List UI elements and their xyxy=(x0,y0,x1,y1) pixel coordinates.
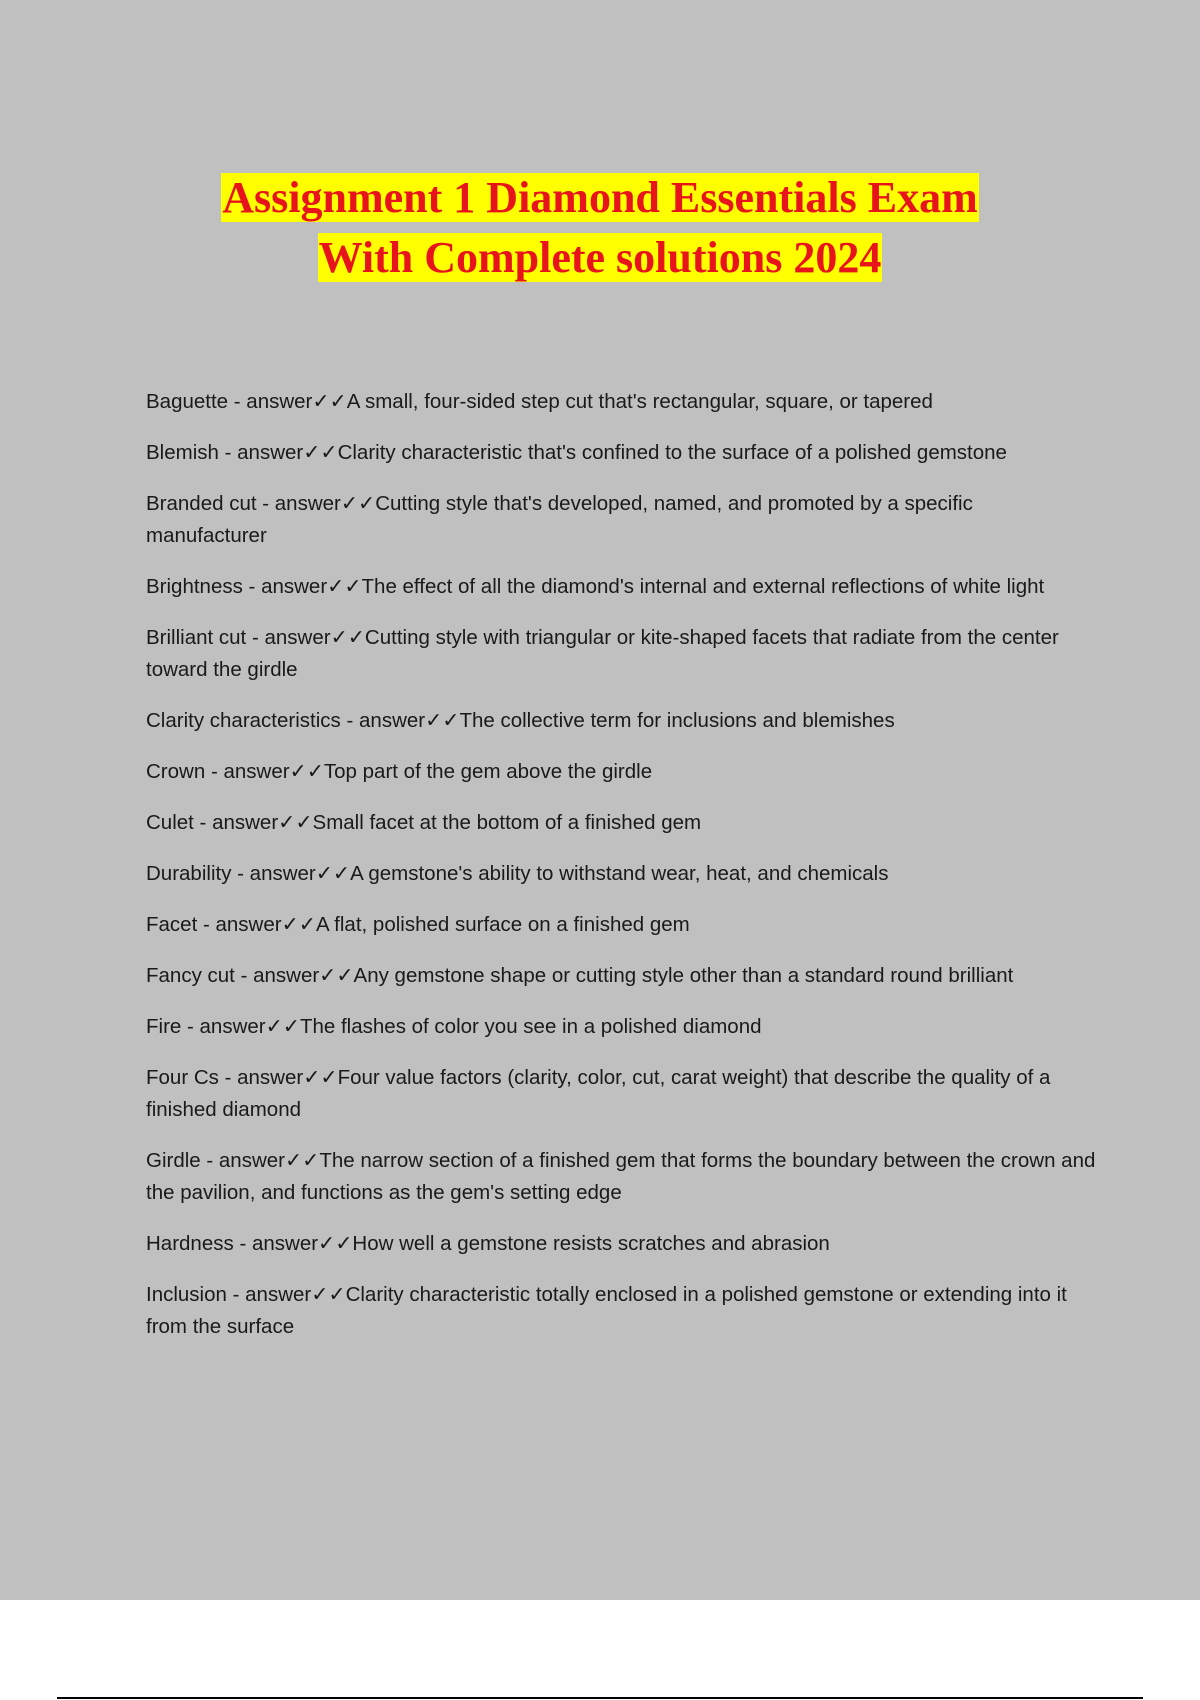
entry-separator: - answer✓✓ xyxy=(242,575,362,598)
entry-separator: - answer✓✓ xyxy=(205,760,324,783)
entry-separator: - answer✓✓ xyxy=(256,492,376,515)
entry-term: Clarity characteristics xyxy=(146,709,341,732)
entry-definition: Cutting style with triangular or kite-shaped facets that radiate from the center toward the girdle xyxy=(146,626,1059,681)
entry-definition: Any gemstone shape or cutting style other than a standard round brilliant xyxy=(353,964,1014,987)
entry-separator: - answer✓✓ xyxy=(234,964,354,987)
glossary-entry xyxy=(146,1011,1096,1043)
entry-definition: The flashes of color you see in a polished diamond xyxy=(299,1015,762,1038)
entry-separator: - answer✓✓ xyxy=(340,709,460,732)
entry-definition: The narrow section of a finished gem that forms the boundary between the crown and the pavilion, and functions as the gem's setting edge xyxy=(146,1149,1096,1204)
entry-term: Brightness xyxy=(146,575,243,598)
entry-separator: - answer✓✓ xyxy=(233,1232,353,1255)
glossary-entry xyxy=(146,705,1096,737)
glossary-entry xyxy=(146,1279,1096,1343)
footer-divider xyxy=(57,1697,1143,1699)
entry-term: Hardness xyxy=(146,1232,234,1255)
entry-definition: A gemstone's ability to withstand wear, heat, and chemicals xyxy=(350,862,889,885)
entry-separator: - answer✓✓ xyxy=(228,390,347,413)
entry-separator: - answer✓✓ xyxy=(181,1015,300,1038)
entry-definition: The collective term for inclusions and blemishes xyxy=(459,709,895,732)
entry-separator: - answer✓✓ xyxy=(218,1066,338,1089)
glossary-entry xyxy=(146,571,1096,603)
glossary-entry xyxy=(146,909,1096,941)
entry-term: Branded cut xyxy=(146,492,257,515)
entry-term: Fancy cut xyxy=(146,964,235,987)
glossary-entry xyxy=(146,858,1096,890)
glossary-entry xyxy=(146,1145,1096,1209)
entry-term: Girdle xyxy=(146,1149,201,1172)
entry-definition: Top part of the gem above the girdle xyxy=(323,760,653,783)
title-line-1: Assignment 1 Diamond Essentials Exam xyxy=(222,173,978,222)
glossary-list xyxy=(146,386,1096,1362)
entry-definition: Small facet at the bottom of a finished gem xyxy=(312,811,702,834)
entry-term: Baguette xyxy=(146,390,229,413)
entry-term: Durability xyxy=(146,862,232,885)
entry-definition: Clarity characteristic that's confined to the surface of a polished gemstone xyxy=(337,441,1007,464)
entry-separator: - answer✓✓ xyxy=(226,1283,346,1306)
entry-separator: - answer✓✓ xyxy=(218,441,338,464)
entry-definition: How well a gemstone resists scratches and abrasion xyxy=(352,1232,830,1255)
entry-term: Blemish xyxy=(146,441,219,464)
glossary-entry xyxy=(146,756,1096,788)
entry-separator: - answer✓✓ xyxy=(200,1149,320,1172)
entry-term: Four Cs xyxy=(146,1066,219,1089)
entry-separator: - answer✓✓ xyxy=(246,626,365,649)
entry-term: Culet xyxy=(146,811,194,834)
entry-term: Inclusion xyxy=(146,1283,227,1306)
glossary-entry xyxy=(146,622,1096,686)
glossary-entry xyxy=(146,437,1096,469)
entry-term: Fire xyxy=(146,1015,182,1038)
entry-separator: - answer✓✓ xyxy=(231,862,351,885)
glossary-entry xyxy=(146,1062,1096,1126)
glossary-entry xyxy=(146,1228,1096,1260)
entry-separator: - answer✓✓ xyxy=(197,913,316,936)
entry-term: Crown xyxy=(146,760,206,783)
entry-definition: A small, four-sided step cut that's rectangular, square, or tapered xyxy=(346,390,933,413)
document-title xyxy=(0,168,1200,288)
entry-definition: Cutting style that's developed, named, and promoted by a specific manufacturer xyxy=(146,492,973,547)
entry-definition: Clarity characteristic totally enclosed in a polished gemstone or extending into it from the surface xyxy=(146,1283,1067,1338)
entry-separator: - answer✓✓ xyxy=(193,811,313,834)
entry-definition: Four value factors (clarity, color, cut, carat weight) that describe the quality of a finished diamond xyxy=(146,1066,1051,1121)
entry-definition: A flat, polished surface on a finished gem xyxy=(315,913,690,936)
glossary-entry xyxy=(146,960,1096,992)
glossary-entry xyxy=(146,488,1096,552)
glossary-entry xyxy=(146,386,1096,418)
entry-term: Facet xyxy=(146,913,198,936)
glossary-entry xyxy=(146,807,1096,839)
entry-term: Brilliant cut xyxy=(146,626,247,649)
title-line-2: With Complete solutions 2024 xyxy=(318,233,882,282)
entry-definition: The effect of all the diamond's internal and external reflections of white light xyxy=(361,575,1045,598)
